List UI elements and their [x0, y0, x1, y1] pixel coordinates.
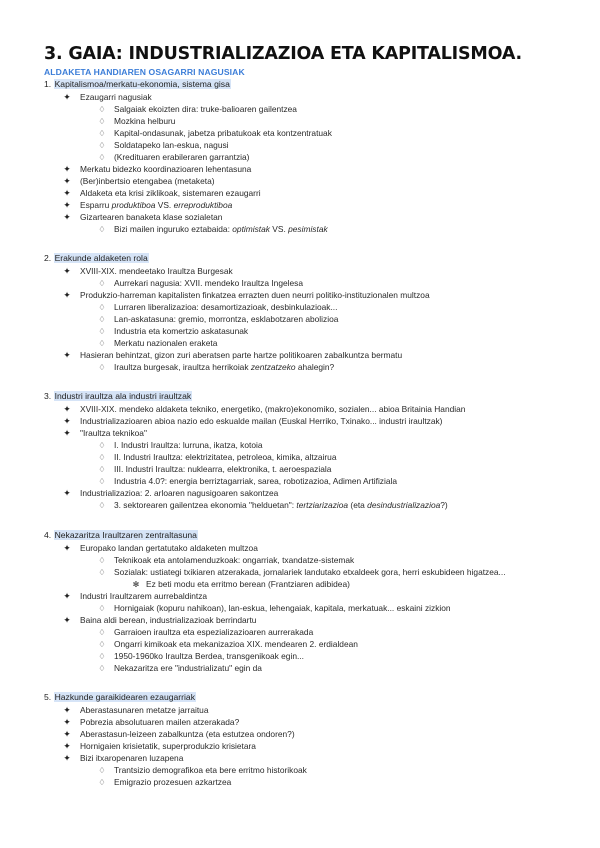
list-item-text: "Iraultza teknikoa"	[80, 428, 147, 438]
document-subtitle: ALDAKETA HANDIAREN OSAGARRI NAGUSIAK	[44, 67, 245, 77]
four-point-star-bullet-icon: ✦	[63, 266, 71, 276]
hollow-diamond-bullet-icon: ♢	[98, 327, 106, 336]
four-point-star-bullet-icon: ✦	[63, 212, 71, 222]
hollow-diamond-bullet-icon: ♢	[98, 568, 106, 577]
list-item	[63, 176, 215, 187]
four-point-star-bullet-icon: ✦	[63, 591, 71, 601]
list-item-emphasis: produktiboa	[111, 200, 156, 210]
section-heading	[44, 530, 198, 540]
section-heading	[44, 391, 192, 401]
list-item	[98, 278, 304, 289]
four-point-star-bullet-icon: ✦	[63, 350, 71, 360]
list-item	[98, 116, 176, 127]
list-item	[98, 567, 506, 578]
list-item-text: Pobrezia absolutuaren mailen atzerakada?	[80, 717, 240, 727]
list-item-text: (Kredituaren erabileraren garrantzia)	[114, 152, 250, 162]
hollow-diamond-bullet-icon: ♢	[98, 628, 106, 637]
list-item-text: (Ber)inbertsio etengabea (metaketa)	[80, 176, 215, 186]
four-point-star-bullet-icon: ✦	[63, 428, 71, 438]
hollow-diamond-bullet-icon: ♢	[98, 363, 106, 372]
list-item-text: VS.	[269, 224, 289, 234]
hollow-diamond-bullet-icon: ♢	[98, 664, 106, 673]
list-item	[98, 663, 262, 674]
list-item	[63, 188, 261, 199]
list-item-text: Mozkina helburu	[114, 116, 176, 126]
list-item-text: ?)	[440, 500, 448, 510]
list-item	[98, 639, 358, 650]
four-point-star-bullet-icon: ✦	[63, 753, 71, 763]
section-title: Kapitalismoa/merkatu-ekonomia, sistema gisa	[54, 79, 230, 89]
list-item-text: Ongarri kimikoak eta mekanizazioa XIX. mendearen 2. erdialdean	[114, 639, 358, 649]
list-item-text: Soldatapeko lan-eskua, nagusi	[114, 140, 229, 150]
hollow-diamond-bullet-icon: ♢	[98, 556, 106, 565]
list-item	[63, 404, 466, 415]
list-item-text: Baina aldi berean, industrializazioak berrindartu	[80, 615, 257, 625]
list-item-text: Hornigaiak (kopuru nahikoan), lan-eskua, lehengaiak, kapitala, merkatuak... eskaini zizkion	[114, 603, 451, 613]
list-item-text: Aberastasun-leizeen zabalkuntza (eta estutzea ondoren?)	[80, 729, 295, 739]
list-item	[63, 290, 430, 301]
list-item	[63, 488, 279, 499]
section-number: 1.	[44, 79, 54, 89]
list-item-text: VS.	[155, 200, 174, 210]
hollow-diamond-bullet-icon: ♢	[98, 279, 106, 288]
list-item	[98, 765, 307, 776]
list-item-text: Bizi itxaropenaren luzapena	[80, 753, 184, 763]
list-item	[98, 338, 218, 349]
hollow-diamond-bullet-icon: ♢	[98, 339, 106, 348]
hollow-diamond-bullet-icon: ♢	[98, 652, 106, 661]
four-point-star-bullet-icon: ✦	[63, 488, 71, 498]
list-item-text: (eta	[348, 500, 368, 510]
list-item-emphasis: zentzatzeko	[250, 362, 296, 372]
hollow-diamond-bullet-icon: ♢	[98, 640, 106, 649]
four-point-star-bullet-icon: ✦	[63, 729, 71, 739]
list-item	[63, 428, 147, 439]
list-item-text: Lan-askatasuna: gremio, morrontza, esklabotzaren abolizioa	[114, 314, 339, 324]
section-title: Erakunde aldaketen rola	[54, 253, 148, 263]
list-item-text: Industria 4.0?: energia berriztagarriak, sarea, robotizazioa, Adimen Artifiziala	[114, 476, 398, 486]
list-item-text: Ezaugarri nagusiak	[80, 92, 152, 102]
list-item-text: Aldaketa eta krisi ziklikoak, sistemaren ezaugarri	[80, 188, 261, 198]
section-number: 3.	[44, 391, 54, 401]
four-point-star-bullet-icon: ✦	[63, 741, 71, 751]
list-item-text: 1950-1960ko Iraultza Berdea, transgenikoak egin...	[114, 651, 304, 661]
list-item	[63, 591, 208, 602]
hollow-diamond-bullet-icon: ♢	[98, 117, 106, 126]
section-heading	[44, 79, 231, 89]
list-item	[63, 200, 233, 211]
list-item-text: Aurrekari nagusia: XVII. mendeko Iraultza Ingelesa	[114, 278, 304, 288]
section-title: Nekazaritza Iraultzaren zentraltasuna	[54, 530, 197, 540]
list-item-text: Ez beti modu eta erritmo berean (Frantziaren adibidea)	[146, 579, 350, 589]
list-item	[63, 164, 252, 175]
list-item-text: Hornigaien krisietatik, superprodukzio krisietara	[80, 741, 256, 751]
list-item	[98, 326, 249, 337]
four-point-star-bullet-icon: ✦	[63, 717, 71, 727]
list-item	[63, 212, 223, 223]
list-item	[63, 729, 295, 740]
list-item-emphasis: tertziarizazioa	[296, 500, 349, 510]
section-number: 4.	[44, 530, 54, 540]
hollow-diamond-bullet-icon: ♢	[98, 465, 106, 474]
list-item-text: Garraioen iraultza eta espezializazioaren aurrerakada	[114, 627, 314, 637]
list-item-emphasis: erreproduktiboa	[173, 200, 233, 210]
list-item	[98, 224, 328, 235]
hollow-diamond-bullet-icon: ♢	[98, 315, 106, 324]
hollow-diamond-bullet-icon: ♢	[98, 477, 106, 486]
list-item	[63, 350, 403, 361]
list-item-text: Salgaiak ekoizten dira: truke-balioaren gailentzea	[114, 104, 297, 114]
four-point-star-bullet-icon: ✦	[63, 188, 71, 198]
list-item	[63, 543, 258, 554]
list-item	[63, 753, 184, 764]
list-item-text: Teknikoak eta antolamenduzkoak: ongarriak, txandatze-sistemak	[114, 555, 355, 565]
hollow-diamond-bullet-icon: ♢	[98, 766, 106, 775]
hollow-diamond-bullet-icon: ♢	[98, 141, 106, 150]
list-item-text: ahalegin?	[295, 362, 335, 372]
list-item	[98, 452, 337, 463]
list-item-text: Bizi mailen inguruko eztabaida:	[114, 224, 233, 234]
four-point-star-bullet-icon: ✦	[63, 543, 71, 553]
list-item	[98, 440, 263, 451]
list-item-text: Europako landan gertatutako aldaketen multzoa	[80, 543, 258, 553]
list-item-text: XVIII-XIX. mendeko aldaketa tekniko, energetiko, (makro)ekonomiko, sozialen... abioa Britainia Handian	[80, 404, 466, 414]
list-item-emphasis: pesimistak	[288, 224, 328, 234]
list-item-text: Merkatu nazionalen eraketa	[114, 338, 218, 348]
list-item-text: Esparru	[80, 200, 112, 210]
list-item-text: Produkzio-harreman kapitalisten finkatzea errazten duen neurri politiko-instituzionalen multzoa	[80, 290, 430, 300]
list-item	[98, 777, 232, 788]
four-point-star-bullet-icon: ✦	[63, 615, 71, 625]
hollow-diamond-bullet-icon: ♢	[98, 778, 106, 787]
hollow-diamond-bullet-icon: ♢	[98, 129, 106, 138]
four-point-star-bullet-icon: ✦	[63, 92, 71, 102]
list-item-text: Merkatu bidezko koordinazioaren lehentasuna	[80, 164, 252, 174]
list-item	[63, 615, 257, 626]
list-item	[98, 302, 338, 313]
section-number: 2.	[44, 253, 54, 263]
section-number: 5.	[44, 692, 54, 702]
hollow-diamond-bullet-icon: ♢	[98, 453, 106, 462]
list-item	[98, 464, 332, 475]
list-item-text: Aberastasunaren metatze jarraitua	[80, 705, 209, 715]
list-item-text: Kapital-ondasunak, jabetza pribatukoak eta kontzentratuak	[114, 128, 332, 138]
list-item-text: Emigrazio prozesuen azkartzea	[114, 777, 232, 787]
list-item	[63, 705, 209, 716]
hollow-diamond-bullet-icon: ♢	[98, 225, 106, 234]
hollow-diamond-bullet-icon: ♢	[98, 604, 106, 613]
hollow-diamond-bullet-icon: ♢	[98, 441, 106, 450]
list-item	[98, 314, 339, 325]
four-point-star-bullet-icon: ✦	[63, 290, 71, 300]
four-point-star-bullet-icon: ✦	[63, 200, 71, 210]
list-item-text: Industrializazioa: 2. arloaren nagusigoaren sakontzea	[80, 488, 279, 498]
list-item-text: I. Industri Iraultza: lurruna, ikatza, kotoia	[114, 440, 263, 450]
list-item	[98, 603, 451, 614]
list-item-text: Gizartearen banaketa klase sozialetan	[80, 212, 223, 222]
list-item-text: II. Industri Iraultza: elektrizitatea, petroleoa, kimika, altzairua	[114, 452, 337, 462]
section-title: Hazkunde garaikidearen ezaugarriak	[54, 692, 196, 702]
four-point-star-bullet-icon: ✦	[63, 164, 71, 174]
list-item	[132, 579, 350, 590]
list-item	[98, 128, 332, 139]
list-item	[98, 500, 448, 511]
hollow-diamond-bullet-icon: ♢	[98, 153, 106, 162]
four-point-star-bullet-icon: ✦	[63, 176, 71, 186]
list-item	[63, 266, 233, 277]
list-item-text: Iraultza burgesak, iraultza herrikoiak	[114, 362, 251, 372]
list-item-text: Sozialak: ustiategi txikiaren atzerakada, jornalariek landutako etxaldeek gora, herri eskubideen higatzea...	[114, 567, 506, 577]
four-point-star-bullet-icon: ✦	[63, 416, 71, 426]
list-item	[98, 362, 335, 373]
list-item-text: Industria eta komertzio askatasunak	[114, 326, 249, 336]
section-heading	[44, 253, 149, 263]
list-item-text: Industri Iraultzarem aurrebaldintza	[80, 591, 208, 601]
list-item	[63, 416, 443, 427]
hollow-diamond-bullet-icon: ♢	[98, 105, 106, 114]
four-point-star-bullet-icon: ✦	[63, 404, 71, 414]
list-item	[63, 92, 152, 103]
list-item-text: Hasieran behintzat, gizon zuri aberatsen parte hartze politikoaren zabalkuntza bermatu	[80, 350, 403, 360]
page-title: 3. GAIA: INDUSTRIALIZAZIOA ETA KAPITALISMOA.	[44, 44, 522, 64]
list-item-text: III. Industri Iraultza: nuklearra, elektronika, t. aeroespaziala	[114, 464, 332, 474]
list-item-text: Industrializazioaren abioa nazio edo eskualde mailan (Euskal Herriko, Txinako... industri iraultzak)	[80, 416, 443, 426]
list-item-emphasis: desindustrializazioa	[367, 500, 441, 510]
list-item-text: XVIII-XIX. mendeetako Iraultza Burgesak	[80, 266, 233, 276]
section-title: Industri iraultza ala industri iraultzak	[54, 391, 192, 401]
asterisk-flower-bullet-icon: ✻	[132, 580, 140, 589]
hollow-diamond-bullet-icon: ♢	[98, 303, 106, 312]
list-item	[98, 152, 250, 163]
list-item	[98, 476, 398, 487]
hollow-diamond-bullet-icon: ♢	[98, 501, 106, 510]
list-item	[98, 651, 304, 662]
list-item	[98, 140, 229, 151]
list-item-text: Nekazaritza ere "industrializatu" egin da	[114, 663, 262, 673]
four-point-star-bullet-icon: ✦	[63, 705, 71, 715]
list-item-text: Trantsizio demografikoa eta bere erritmo historikoak	[114, 765, 307, 775]
list-item	[98, 627, 314, 638]
list-item	[63, 741, 256, 752]
list-item-text: Lurraren liberalizazioa: desamortizazioak, desbinkulazioak...	[114, 302, 338, 312]
list-item	[98, 104, 297, 115]
list-item	[63, 717, 240, 728]
list-item-text: 3. sektorearen gailentzea ekonomia "helduetan":	[114, 500, 297, 510]
section-heading	[44, 692, 196, 702]
list-item	[98, 555, 355, 566]
list-item-emphasis: optimistak	[232, 224, 270, 234]
